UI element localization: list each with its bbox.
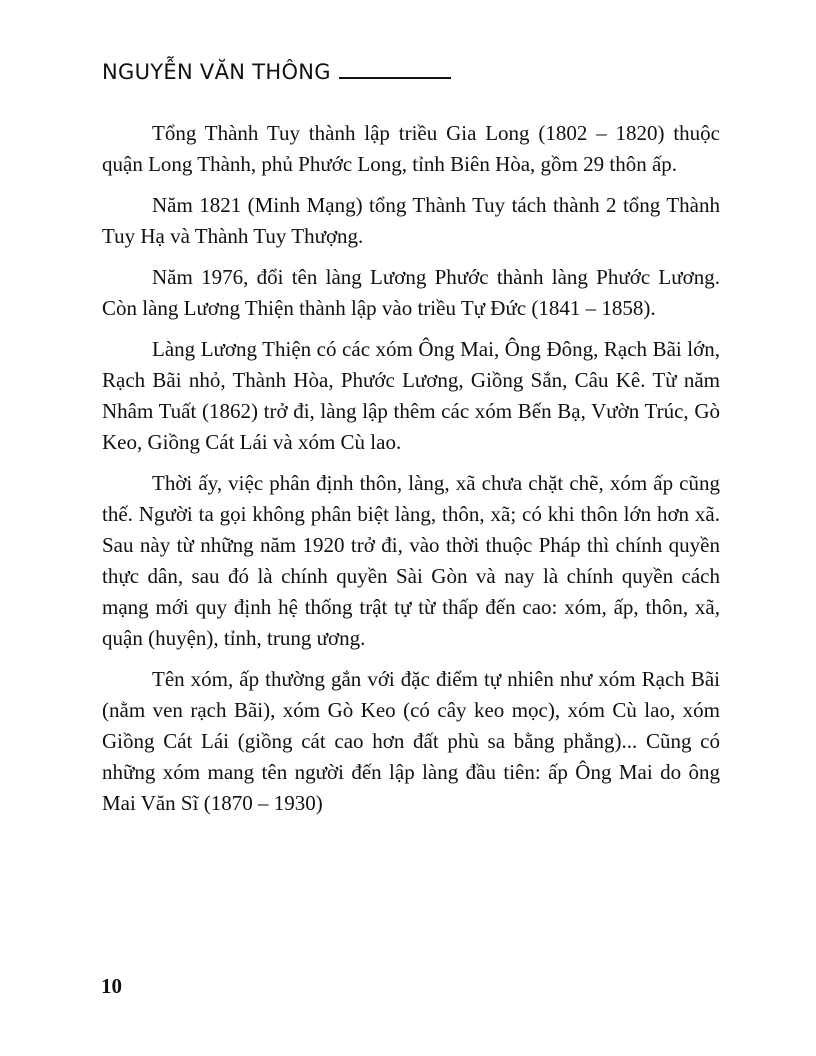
paragraph-6: Tên xóm, ấp thường gắn với đặc điểm tự nhiên như xóm Rạch Bãi (nằm ven rạch Bãi), xóm Gò Keo (có cây keo mọc), xóm Cù lao, xóm Giồng Cát Lái (giồng cát cao hơn đất phù sa bằng phẳng)... Cũng có những xóm mang tên người đến lập làng đầu tiên: ấp Ông Mai do ông Mai Văn Sĩ (1870 – 1930) xyxy=(102,667,720,815)
paragraph-5: Thời ấy, việc phân định thôn, làng, xã chưa chặt chẽ, xóm ấp cũng thế. Người ta gọi không phân biệt làng, thôn, xã; có khi thôn lớn hơn xã. Sau này từ những năm 1920 trở đi, vào thời thuộc Pháp thì chính quyền thực dân, sau đó là chính quyền Sài Gòn và nay là chính quyền cách mạng mới quy định hệ thống trật tự từ thấp đến cao: xóm, ấp, thôn, xã, quận (huyện), tỉnh, trung ương. xyxy=(102,471,720,650)
paragraph-4: Làng Lương Thiện có các xóm Ông Mai, Ông Đông, Rạch Bãi lớn, Rạch Bãi nhỏ, Thành Hòa, Phước Lương, Giồng Sắn, Câu Kê. Từ năm Nhâm Tuất (1862) trở đi, làng lập thêm các xóm Bến Bạ, Vườn Trúc, Gò Keo, Giồng Cát Lái và xóm Cù lao. xyxy=(102,337,720,454)
author-name: NGUYỄN VĂN THÔNG xyxy=(102,60,331,84)
page-number: 10 xyxy=(101,974,122,998)
body-text xyxy=(102,118,720,829)
paragraph-1: Tổng Thành Tuy thành lập triều Gia Long (1802 – 1820) thuộc quận Long Thành, phủ Phước Long, tỉnh Biên Hòa, gồm 29 thôn ấp. xyxy=(102,121,720,176)
paragraph-3: Năm 1976, đổi tên làng Lương Phước thành làng Phước Lương. Còn làng Lương Thiện thành lập vào triều Tự Đức (1841 – 1858). xyxy=(102,265,720,320)
paragraph-2: Năm 1821 (Minh Mạng) tổng Thành Tuy tách thành 2 tổng Thành Tuy Hạ và Thành Tuy Thượng. xyxy=(102,193,720,248)
running-header xyxy=(102,60,451,84)
header-rule xyxy=(339,77,451,79)
